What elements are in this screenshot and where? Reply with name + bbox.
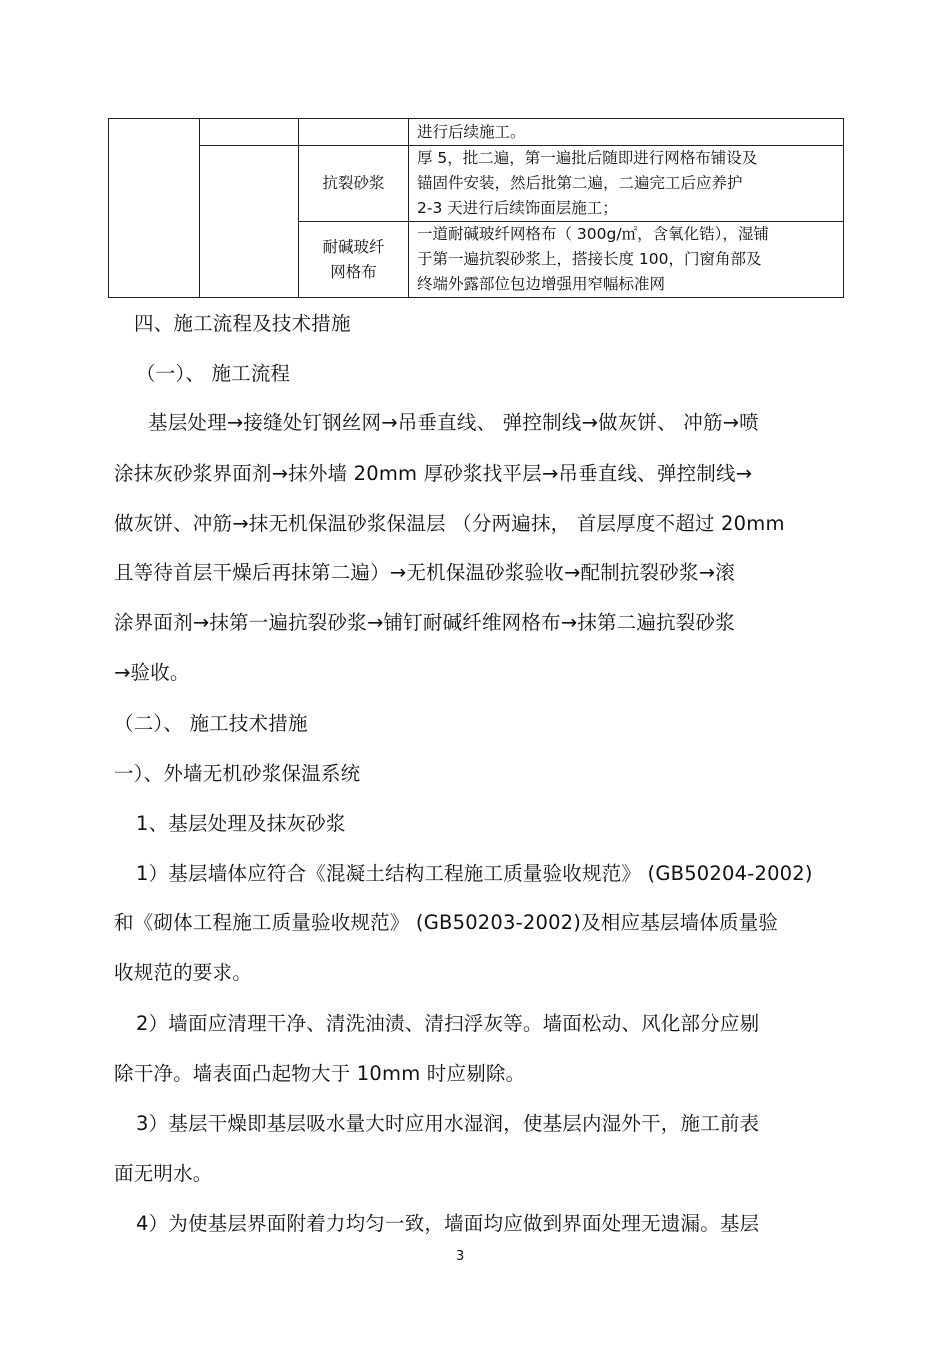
table-cell (200, 146, 299, 298)
subsection-heading: 一）、外墙无机砂浆保温系统 (114, 762, 361, 785)
material-cell (299, 119, 409, 146)
paragraph-line: 4）为使基层界面附着力均匀一致，墙面均应做到界面处理无遗漏。基层 (136, 1212, 760, 1235)
page-number: 3 (456, 1249, 465, 1264)
desc-line: 进行后续施工。 (417, 122, 526, 141)
spec-table (108, 118, 844, 298)
material-label: 抗裂砂浆 (322, 174, 385, 192)
desc-cell (409, 222, 844, 298)
paragraph-line: 2）墙面应清理干净、清洗油渍、清扫浮灰等。墙面松动、风化部分应剔 (136, 1012, 760, 1035)
paragraph-line: 除干净。墙表面凸起物大于 10mm 时应剔除。 (114, 1062, 526, 1085)
table-cell (109, 119, 200, 298)
paragraph-line: 1）基层墙体应符合《混凝土结构工程施工质量验收规范》 (GB50204-2002) (136, 862, 813, 885)
paragraph-line: 面无明水。 (114, 1162, 213, 1185)
section-heading: 四、施工流程及技术措施 (134, 312, 351, 335)
item-heading: 1、基层处理及抹灰砂浆 (136, 812, 346, 835)
table-row (109, 119, 844, 146)
desc-line: 终端外露部位包边增强用窄幅标准网 (417, 275, 666, 293)
desc-line: 2-3 天进行后续饰面层施工； (417, 199, 618, 217)
paragraph-line: 3）基层干燥即基层吸水量大时应用水湿润，使基层内湿外干，施工前表 (136, 1112, 760, 1135)
material-cell (299, 146, 409, 222)
paragraph-line: 做灰饼、冲筋→抹无机保温砂浆保温层 （分两遍抹， 首层厚度不超过 20mm (114, 512, 785, 535)
material-label: 耐碱玻纤 网格布 (322, 237, 385, 281)
material-cell (299, 222, 409, 298)
paragraph-line: 涂抹灰砂浆界面剂→抹外墙 20mm 厚砂浆找平层→吊垂直线、弹控制线→ (114, 462, 753, 485)
table-cell (200, 119, 299, 146)
desc-cell (409, 146, 844, 222)
paragraph-line: 基层处理→接缝处钉钢丝网→吊垂直线、 弹控制线→做灰饼、 冲筋→喷 (148, 411, 759, 434)
paragraph-line: 且等待首层干燥后再抹第二遍）→无机保温砂浆验收→配制抗裂砂浆→滚 (114, 561, 735, 584)
desc-cell (409, 119, 844, 146)
paragraph-line: 收规范的要求。 (114, 961, 252, 984)
desc-line: 于第一遍抗裂砂浆上，搭接长度 100，门窗角部及 (417, 250, 762, 268)
desc-line: 锚固件安装，然后批第二遍，二遍完工后应养护 (417, 174, 743, 192)
desc-line: 厚 5，批二遍，第一遍批后随即进行网格布铺设及 (417, 149, 758, 167)
subsection-heading: （二）、 施工技术措施 (114, 712, 308, 735)
paragraph-line: 涂界面剂→抹第一遍抗裂砂浆→铺钉耐碱纤维网格布→抹第二遍抗裂砂浆 (114, 611, 735, 634)
subsection-heading: （一）、 施工流程 (136, 362, 291, 385)
desc-line: 一道耐碱玻纤网格布（ 300g/㎡，含氧化锆），湿铺 (417, 225, 769, 243)
paragraph-line: 和《砌体工程施工质量验收规范》 (GB50203-2002)及相应基层墙体质量验 (114, 911, 779, 934)
paragraph-line: →验收。 (114, 661, 190, 684)
table-row (109, 146, 844, 222)
